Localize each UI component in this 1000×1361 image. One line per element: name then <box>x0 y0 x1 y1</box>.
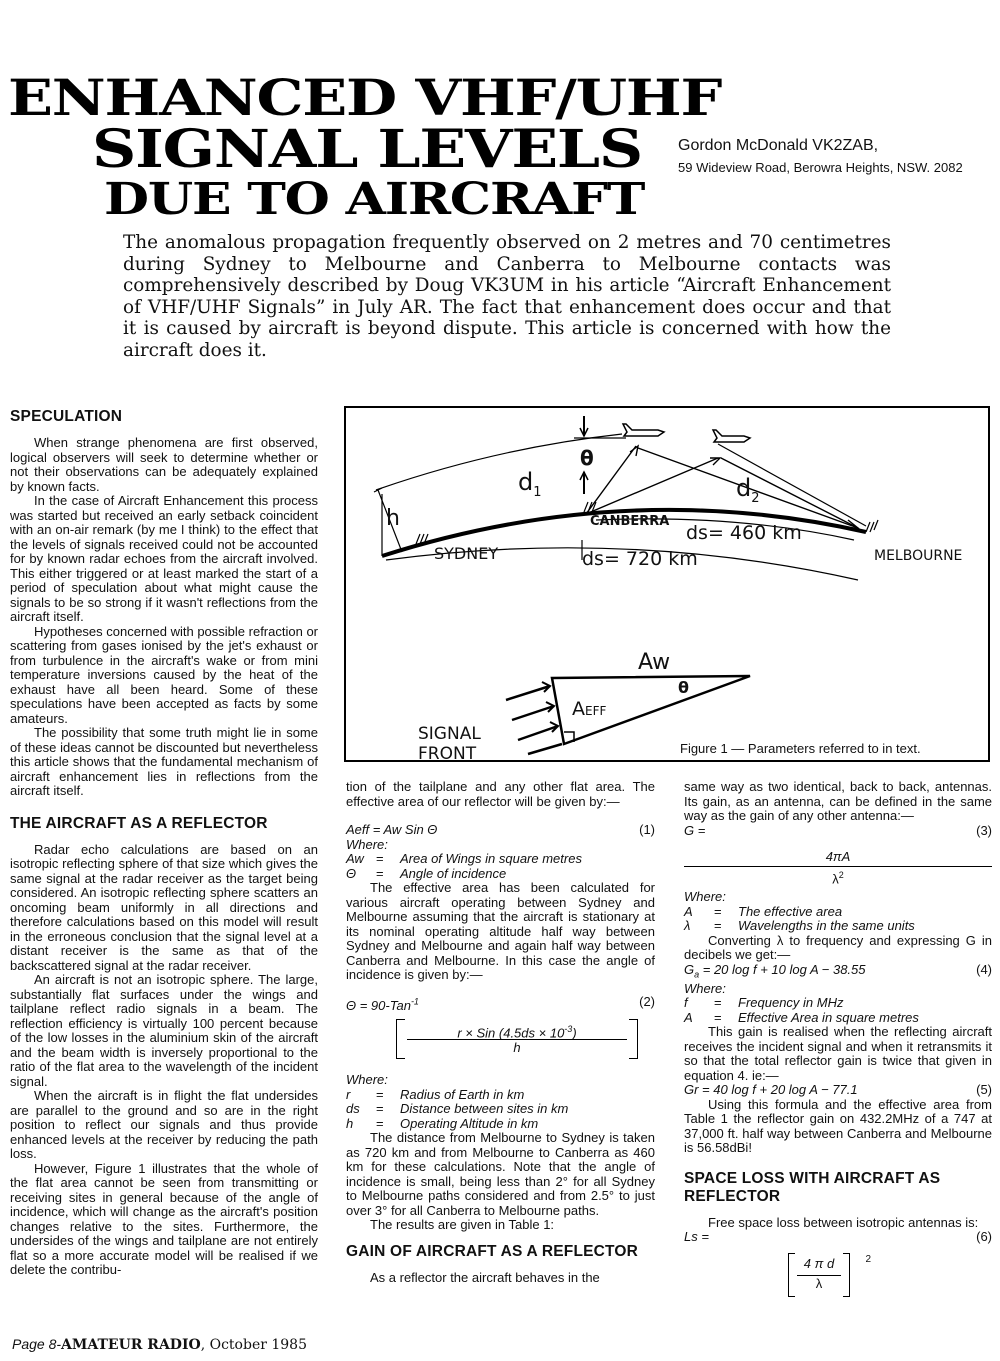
paragraph: When strange phenomena are first observed, logical observers will seek to determine whether or not their observations can be adequately explained by known facts. <box>10 435 318 494</box>
where-row: ds = Distance between sites in km <box>346 1101 569 1117</box>
title-line-1: ENHANCED VHF/UHF <box>8 68 722 127</box>
label-melbourne: MELBOURNE <box>874 548 963 564</box>
equation-3: G = (3) <box>684 822 992 838</box>
title-line-2: SIGNAL LEVELS <box>92 119 643 180</box>
page-footer: Page 8-AMATEUR RADIO, October 1985 <box>12 1336 307 1353</box>
where-row: λ = Wavelengths in the same units <box>684 918 915 934</box>
fraction-denominator: λ <box>815 1275 823 1291</box>
aircraft-icon <box>713 430 750 442</box>
where-row: A = Effective Area in square metres <box>684 1009 919 1025</box>
label-aeff: AEFF <box>572 698 607 720</box>
aircraft-icon <box>623 424 664 436</box>
label-h: h <box>386 506 400 531</box>
author-name: Gordon McDonald VK2ZAB, <box>678 137 879 154</box>
label-theta-2: θ <box>678 678 689 697</box>
label-signal-front: SIGNAL FRONT <box>418 724 481 764</box>
paragraph: tion of the tailplane and any other flat area. The effective area of our reflector will be given by:— <box>346 779 655 809</box>
paragraph: As a reflector the aircraft behaves in the <box>370 1269 600 1285</box>
fraction-numerator: r × Sin $(4.5ds \times 10^{-3})$ <box>457 1024 577 1041</box>
label-theta: θ <box>580 446 594 470</box>
where-row: h = Operating Altitude in km <box>346 1115 539 1131</box>
where-label: Where: <box>684 889 726 905</box>
heading-space-loss: SPACE LOSS WITH AIRCRAFT AS REFLECTOR <box>684 1169 941 1205</box>
paragraph: The possibility that some truth might lie in some of these ideas cannot be discounted but nevertheless this article shows that the fundamental mechanism of aircraft enhancement lies in reflections from the aircraft itself. <box>10 725 318 798</box>
equation-1: Aeff = Aw Sin Θ (1) <box>346 822 655 837</box>
equation-6: Ls = (6) <box>684 1229 992 1245</box>
paragraph: Radar echo calculations are based on an isotropic reflecting sphere of that size which gives the same signal at the radar receiver as the target being considered. An isotropic reflecting sphere scatters an oncoming beam uniformly in all directions and therefore calculations based on this model will result in the erroneous conclusion that the signal level at a distant receiver is the same as that of the backscattered signal at the radar receiver. <box>10 841 318 973</box>
lead-paragraph: The anomalous propagation frequently observed on 2 metres and 70 centimetres during Sydney to Melbourne and Canberra to Melbourne contacts was comprehensively described by Doug VK3UM in his article “Aircraft Enhancement of VHF/UHF Signals” in July AR. The fact that enhancement does occur and that it is caused by aircraft is beyond dispute. This article is concerned with how the aircraft does it. <box>123 232 891 361</box>
label-aw: Aw <box>638 650 671 675</box>
paragraph: Hypotheses concerned with possible refraction or scattering from gases ionised by the jet's exhaust or from turbulence in the aircraft's wake or from mini temperature inversions caused by the heat of the exhaust have all been heard. Some of these speculations have been accepted as facts by some amateurs. <box>10 623 318 726</box>
paragraph: An aircraft is not an isotropic sphere. The large, substantially flat surfaces under the wings and tailplane reflect radio signals in a beam. The reflection efficiency is virtually 100 percent because of the low losses in the aluminium skin of the aircraft and the beam width is inversely proportional to the ratio of the flat area to the wavelength of the incident signal. <box>10 972 318 1089</box>
where-row: r = Radius of Earth in km <box>346 1086 525 1102</box>
paragraph: This gain is realised when the reflecting aircraft receives the incident signal and when it retransmits it so that the total reflector gain is twice that given in equation 4. ie:— <box>684 1024 992 1083</box>
equation-5: Gr = 40 log f + 20 log A − 77.1 (5) <box>684 1082 992 1098</box>
where-label: Where: <box>346 1072 388 1088</box>
paragraph: The distance from Melbourne to Sydney is taken as 720 km and from Melbourne to Canberra as 460 km for these calculations. Note that the angle of incidence is small, being less than 2° for all Sydney to Melbourne paths considered and from 2.5° to just over 3° for all Canberra to Melbourne paths. <box>346 1130 655 1218</box>
label-d2: $d_2$ <box>736 474 760 506</box>
author-address: 59 Wideview Road, Berowra Heights, NSW. 2082 <box>678 160 963 175</box>
paragraph: When the aircraft is in flight the flat undersides are parallel to the ground and so are in the right position to reflect our signals and thus provide enhanced levels at the receiver by reducing the path loss. <box>10 1088 318 1161</box>
equation-3-numerator: 4πA <box>825 849 851 864</box>
figure-caption: Figure 1 — Parameters referred to in text. <box>680 741 921 756</box>
paragraph: Free space loss between isotropic antennas is: <box>708 1214 979 1230</box>
paragraph: same way as two identical, back to back, antennas. Its gain, as an antenna, can be defined in the same way as the gain of any other antenna:— <box>684 779 992 823</box>
where-row: f = Frequency in MHz <box>684 995 844 1011</box>
column-2 <box>346 780 655 1285</box>
equation-2: Θ = 90-Tan$^{-1}$ (2) <box>346 993 655 1013</box>
figure-1-diagram <box>346 408 988 760</box>
paragraph: In the case of Aircraft Enhancement this process was started but received an early setback coincident with an on-air remark (by me I think) to the effect that the levels of signals received could not be accounted for by known radar echoes from the aircraft involved. This either triggered or at least marked the start of a period of speculation about what might cause the signals to be so strong if it wasn't reflections from the aircraft itself. <box>10 493 318 624</box>
heading-aircraft-reflector: THE AIRCRAFT AS A REFLECTOR <box>10 814 268 832</box>
fraction-denominator: h <box>513 1040 521 1056</box>
exponent: 2 <box>865 1253 871 1265</box>
fraction-numerator: 4 π d <box>803 1255 835 1271</box>
paragraph: Using this formula and the effective area from Table 1 the reflector gain on 432.2MHz of a 747 at 37,000 ft. half way between Canberra and Melbourne is 56.58dBi! <box>684 1096 992 1156</box>
column-1 <box>10 408 318 1278</box>
label-ds-720: ds= 720 km <box>582 548 698 570</box>
label-sydney: SYDNEY <box>434 544 499 563</box>
heading-speculation: SPECULATION <box>10 408 123 425</box>
heading-gain: GAIN OF AIRCRAFT AS A REFLECTOR <box>346 1242 639 1260</box>
column-3 <box>684 780 992 1297</box>
equation-6-fraction <box>788 1253 871 1297</box>
paragraph: The results are given in Table 1: <box>370 1217 555 1233</box>
equation-4: $G_a = 20$ log f + 10 log A − 38.55 (4) <box>684 961 992 980</box>
paragraph: The effective area has been calculated for various aircraft operating between Sydney and Melbourne assuming that the aircraft is stationary at its nominal operating altitude half way between Sydney and Melbourne and again half way between Canberra and Melbourne. In this case the angle of incidence is given by:— <box>346 880 655 982</box>
equation-3-denominator: $\lambda^2$ <box>832 869 844 886</box>
label-d1: $d_1$ <box>518 468 542 500</box>
label-canberra: CANBERRA <box>590 514 670 529</box>
paragraph: Converting λ to frequency and expressing G in decibels we get:— <box>684 932 992 963</box>
label-ds-460: ds= 460 km <box>686 522 802 544</box>
where-row: Θ = Angle of incidence <box>346 865 507 881</box>
fraction-bar <box>684 866 992 867</box>
equation-2-fraction <box>396 1019 638 1059</box>
where-row: A = The effective area <box>684 903 843 919</box>
where-label: Where: <box>684 980 726 996</box>
paragraph: However, Figure 1 illustrates that the whole of the flat area cannot be seen from transmitting or receiving sites in general because of the angle of incidence, which will change as the aircraft's position changes relative to the sites. Furthermore, the undersides of the wings and tailplane are not entirely flat so a more accurate model will be realised if we delete the contribu- <box>10 1160 318 1277</box>
title-line-3: DUE TO AIRCRAFT <box>104 174 645 225</box>
where-label: Where: <box>346 836 388 852</box>
figure-1 <box>344 406 990 762</box>
where-row: Aw = Area of Wings in square metres <box>346 851 582 866</box>
